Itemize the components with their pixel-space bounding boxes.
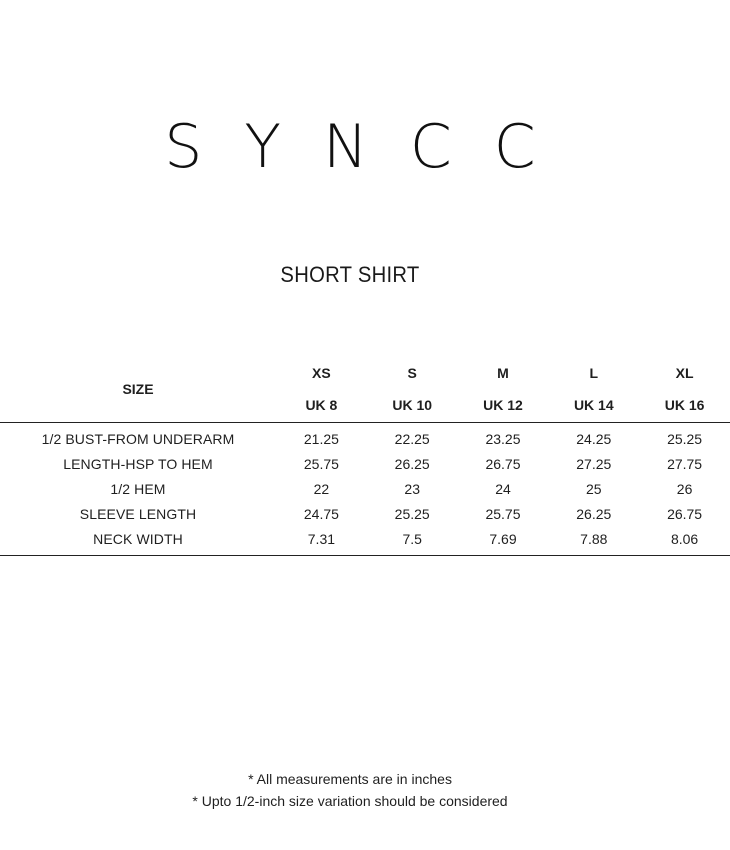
size-alpha-header: S <box>407 365 417 381</box>
measurement-value: 26 <box>676 480 693 497</box>
measurement-value: 25.25 <box>667 430 703 447</box>
measurement-value: 23 <box>404 480 420 497</box>
brand-logo: SYNCC <box>164 112 578 182</box>
measurement-value: 21.25 <box>303 430 339 447</box>
note-variation: * Upto 1/2-inch size variation should be considered <box>192 793 508 809</box>
size-uk-header: UK 8 <box>276 390 367 423</box>
measurement-value: 24.25 <box>576 430 612 447</box>
size-corner-label: SIZE <box>0 356 276 423</box>
table-row <box>0 423 730 452</box>
size-alpha-header: XL <box>675 365 694 381</box>
measurement-value: 25.75 <box>303 455 339 472</box>
measurement-label: 1/2 BUST-FROM UNDERARM <box>41 430 235 447</box>
size-uk-header: UK 16 <box>639 390 730 423</box>
table-row <box>0 476 730 501</box>
measurement-value: 22.25 <box>394 430 430 447</box>
size-uk-header: UK 14 <box>548 390 639 423</box>
table-row <box>0 527 730 556</box>
measurement-value: 7.31 <box>276 527 367 556</box>
measurement-value: 8.06 <box>639 527 730 556</box>
size-header-row <box>0 356 730 390</box>
measurement-label: NECK WIDTH <box>0 527 276 556</box>
measurement-value: 26.75 <box>667 506 703 523</box>
measurement-value: 7.5 <box>367 527 458 556</box>
size-alpha-header: M <box>497 365 509 381</box>
size-uk-header: UK 12 <box>458 390 549 423</box>
measurement-label: LENGTH-HSP TO HEM <box>63 455 213 472</box>
measurement-label: 1/2 HEM <box>110 480 166 497</box>
measurement-label: SLEEVE LENGTH <box>79 506 197 523</box>
measurement-value: 25 <box>586 480 602 497</box>
measurement-value: 25.75 <box>485 506 521 523</box>
measurement-value: 27.25 <box>576 455 612 472</box>
size-uk-header: UK 10 <box>367 390 458 423</box>
table-row <box>0 451 730 476</box>
measurement-value: 24.75 <box>303 506 339 523</box>
measurement-value: 26.25 <box>576 506 612 523</box>
measurement-value: 26.25 <box>394 455 430 472</box>
measurement-value: 26.75 <box>485 455 521 472</box>
size-alpha-header: L <box>589 365 599 381</box>
measurement-value: 7.88 <box>548 527 639 556</box>
measurement-value: 25.25 <box>394 506 430 523</box>
table-row <box>0 502 730 527</box>
measurement-value: 23.25 <box>485 430 521 447</box>
product-title: SHORT SHIRT <box>280 262 420 287</box>
measurement-value: 22 <box>313 480 330 497</box>
size-chart-table <box>0 356 730 556</box>
measurement-value: 24 <box>495 480 511 497</box>
measurement-value: 7.69 <box>458 527 549 556</box>
measurement-value: 27.75 <box>667 455 703 472</box>
size-alpha-header: XS <box>312 365 331 381</box>
measurement-notes <box>0 768 700 812</box>
note-units: * All measurements are in inches <box>248 771 452 787</box>
